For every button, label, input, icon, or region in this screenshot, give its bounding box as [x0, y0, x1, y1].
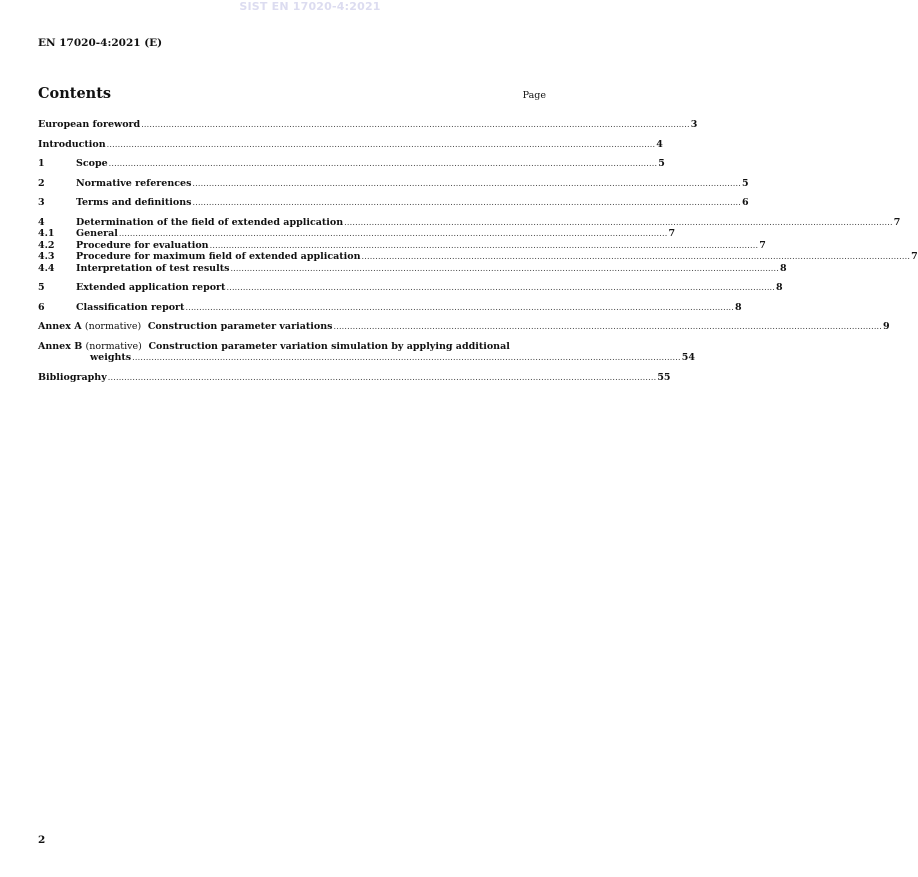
dot-leader: ........................................................................................................................................................................................................ [209, 240, 759, 250]
toc-entry-normative-references[interactable] [38, 177, 749, 190]
toc-entry-title: Introduction [38, 138, 106, 150]
toc-entry-page: 9 [883, 321, 890, 332]
toc-entry-european-foreword[interactable] [38, 119, 698, 131]
toc-entry-procedure-maximum-field[interactable] [38, 251, 918, 263]
annex-b-continuation [38, 352, 695, 364]
toc-entry-page: 7 [911, 251, 918, 262]
toc-entry-terms-and-definitions[interactable] [38, 197, 749, 209]
toc-entry-page: 7 [668, 228, 676, 239]
dot-leader: ........................................................................................................................................................................................................ [141, 120, 690, 129]
toc-entry-number: 2 [38, 177, 45, 189]
dot-leader: ........................................................................................................................................................................................................ [361, 252, 911, 261]
toc-entry-title: General [76, 228, 118, 239]
toc-entry-number: 4 [38, 216, 45, 228]
toc-entry-page: 8 [780, 262, 787, 274]
dot-leader: ........................................................................................................................................................................................................ [192, 198, 742, 207]
annex-b-heading [38, 341, 546, 353]
toc-entry-extended-application-report[interactable] [38, 282, 783, 294]
dot-leader: ........................................................................................................................................................................................................ [118, 229, 668, 238]
toc-entry-annex-b[interactable] [38, 340, 695, 364]
toc-entry-page: 8 [776, 282, 783, 293]
annex-title: Construction parameter variation simulation by applying additional [148, 340, 510, 352]
toc-entry-title: Terms and definitions [76, 197, 192, 208]
toc-entry-number: 5 [38, 282, 45, 293]
toc-entry-page: 5 [742, 177, 749, 189]
toc-entry-number: 1 [38, 158, 45, 169]
toc-entry-page: 4 [656, 138, 663, 150]
toc-entry-page: 55 [657, 371, 671, 383]
toc-entry-page: 6 [742, 197, 749, 208]
annex-title-continuation: weights [90, 352, 132, 363]
toc-entry-general[interactable] [38, 228, 676, 240]
toc-entry-page: 7 [759, 239, 766, 251]
page-column-label: Page [522, 90, 546, 101]
dot-leader: ........................................................................................................................................................................................................ [230, 263, 780, 273]
annex-a-heading [38, 321, 332, 333]
annex-type: (normative) [85, 340, 142, 352]
toc-entry-title: Procedure for evaluation [76, 239, 209, 251]
toc-entry-introduction[interactable] [38, 138, 663, 151]
annex-type: (normative) [84, 321, 142, 332]
dot-leader: ........................................................................................................................................................................................................ [226, 283, 776, 292]
toc-entry-determination[interactable] [38, 216, 901, 229]
toc-entry-page: 8 [735, 301, 742, 313]
toc-entry-number: 6 [38, 301, 45, 313]
toc-entry-scope[interactable] [38, 158, 665, 170]
toc-entry-title: Classification report [76, 301, 185, 313]
toc-entry-title: Interpretation of test results [76, 262, 230, 274]
toc-entry-classification-report[interactable] [38, 301, 742, 314]
toc-entry-number: 4.1 [38, 228, 55, 239]
toc-entry-bibliography[interactable] [38, 371, 671, 384]
toc-entry-number: 4.3 [38, 251, 55, 262]
toc-entry-title: Determination of the field of extended application [76, 216, 344, 228]
annex-label: Annex A [38, 321, 82, 332]
document-id: EN 17020-4:2021 (E) [38, 37, 163, 49]
dot-leader: ........................................................................................................................................................................................................ [106, 139, 656, 149]
table-of-contents [38, 119, 918, 383]
page-number: 2 [38, 834, 46, 846]
toc-entry-title: Extended application report [76, 282, 226, 293]
toc-entry-title: European foreword [38, 119, 141, 130]
dot-leader: ........................................................................................................................................................................................................ [192, 178, 742, 188]
dot-leader: ........................................................................................................................................................................................................ [344, 217, 893, 227]
toc-entry-page: 7 [893, 216, 901, 228]
dot-leader: ........................................................................................................................................................................................................ [108, 159, 658, 168]
toc-entry-number: 3 [38, 197, 45, 208]
toc-entry-title: Bibliography [38, 371, 107, 383]
annex-label: Annex B [38, 340, 83, 352]
toc-entry-title: Normative references [76, 177, 192, 189]
toc-entry-page: 54 [681, 352, 695, 363]
dot-leader: ........................................................................................................................................................................................................ [185, 302, 735, 312]
toc-entry-interpretation[interactable] [38, 262, 787, 275]
toc-entry-page: 3 [690, 119, 698, 130]
toc-entry-page: 5 [658, 158, 665, 169]
watermark: SIST EN 17020-4:2021 [239, 0, 381, 13]
toc-entry-title: Scope [76, 158, 108, 169]
contents-title: Contents [38, 85, 112, 102]
dot-leader: ........................................................................................................................................................................................................ [333, 322, 883, 331]
toc-entry-procedure-for-evaluation[interactable] [38, 239, 766, 252]
dot-leader: ........................................................................................................................................................................................................ [107, 372, 657, 382]
toc-entry-title: Procedure for maximum field of extended application [76, 251, 361, 262]
toc-entry-number: 4.4 [38, 262, 55, 274]
toc-entry-number: 4.2 [38, 239, 55, 251]
toc-entry-annex-a[interactable] [38, 321, 890, 333]
annex-title: Construction parameter variations [147, 321, 333, 332]
dot-leader: ........................................................................................................................................................................................................ [132, 353, 681, 362]
